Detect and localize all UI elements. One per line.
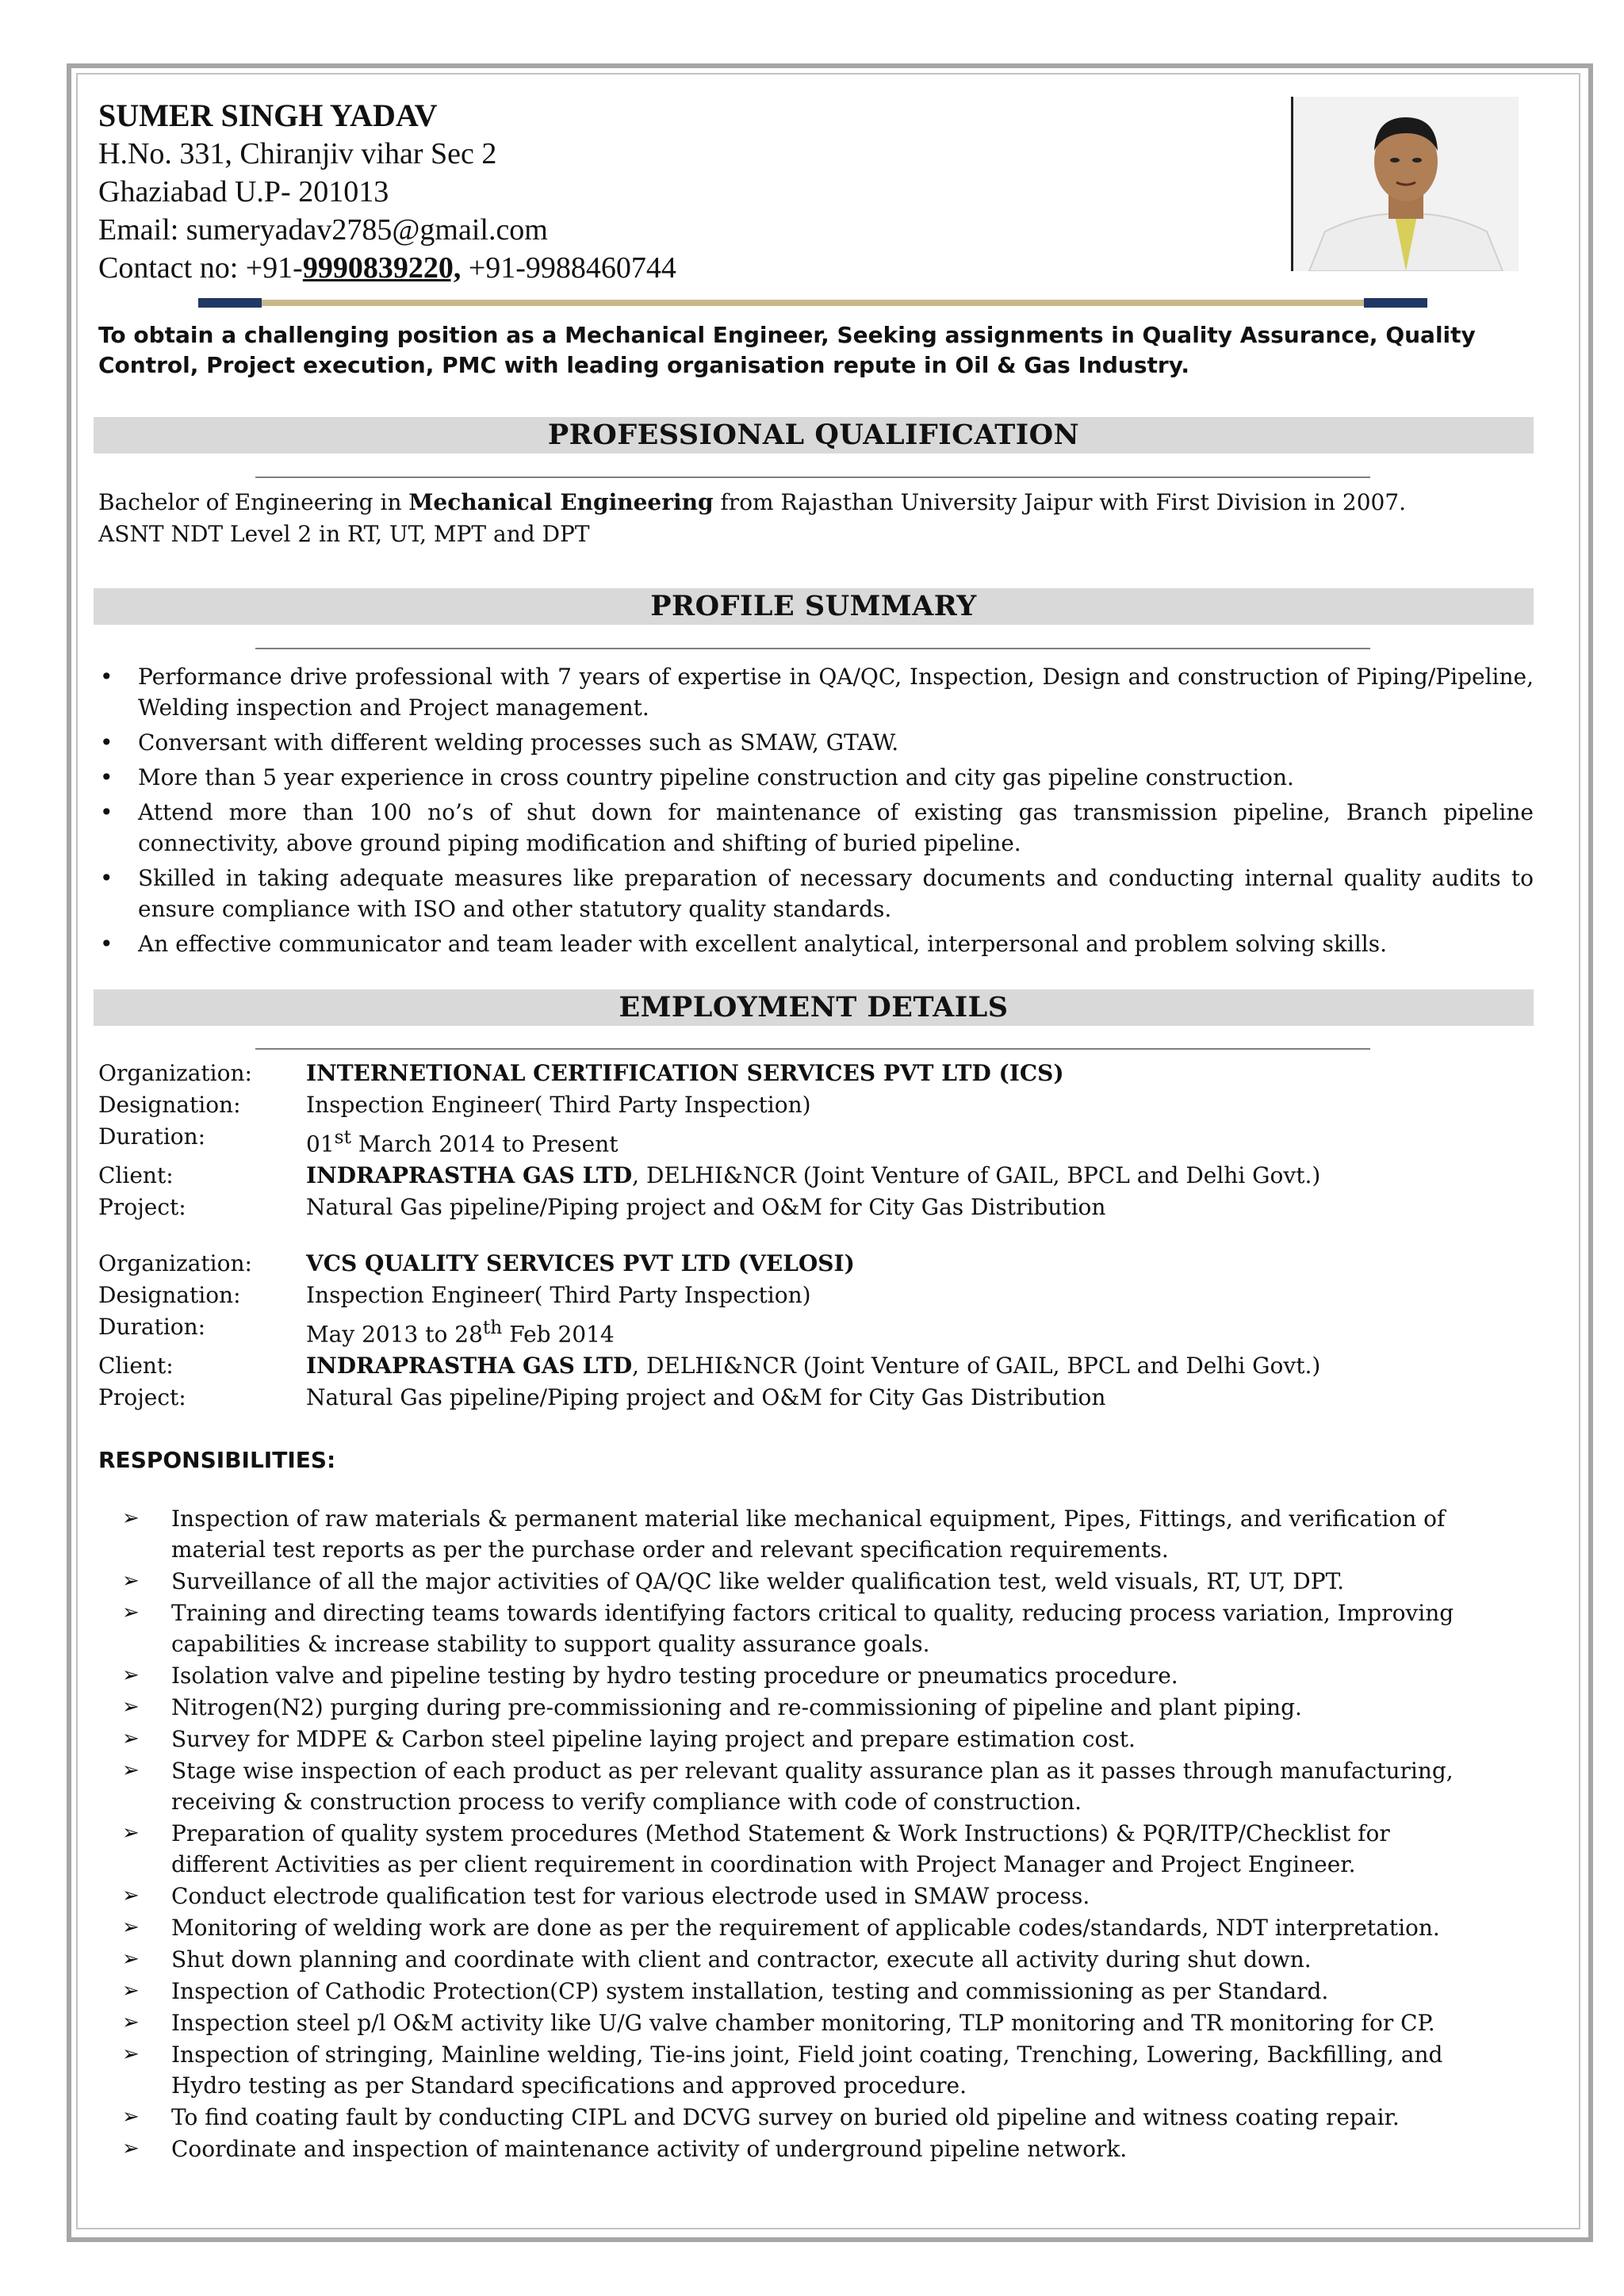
- address-line-1: H.No. 331, Chiranjiv vihar Sec 2: [98, 137, 497, 170]
- employment-project-row: [98, 1192, 1534, 1223]
- project-value: Natural Gas pipeline/Piping project and O&M for City Gas Distribution: [306, 1194, 1106, 1221]
- section-rule: [255, 648, 1370, 649]
- client-name: INDRAPRASTHA GAS LTD: [306, 1162, 633, 1189]
- section-header-profile: PROFILE SUMMARY: [94, 588, 1534, 625]
- contact-line: [98, 249, 676, 287]
- organization-name: VCS QUALITY SERVICES PVT LTD (VELOSI): [306, 1250, 855, 1276]
- qualification-degree: [98, 487, 1542, 519]
- section-rule: [255, 476, 1370, 478]
- duration-value: [306, 1311, 1534, 1350]
- career-objective: To obtain a challenging position as a Mechanical Engineer, Seeking assignments in Quality Assurance, Quality Control, Project execution, PMC with leading organisation repute in Oil & Gas Industry.: [98, 322, 1476, 378]
- contact-secondary: +91-9988460744: [461, 251, 676, 285]
- project-value: Natural Gas pipeline/Piping project and O&M for City Gas Distribution: [306, 1384, 1106, 1411]
- client-name: INDRAPRASTHA GAS LTD: [306, 1353, 633, 1380]
- employment-duration-row: [98, 1121, 1534, 1160]
- field-label: Duration:: [98, 1314, 206, 1340]
- employment-designation-row: [98, 1089, 1534, 1121]
- duration-end: Feb 2014: [502, 1321, 615, 1348]
- list-item: ➢ Surveillance of all the major activities of QA/QC like welder qualification test, weld visuals, RT, UT, DPT.: [119, 1566, 1483, 1597]
- profile-photo-illustration: [1293, 97, 1519, 271]
- duration-ordinal: st: [334, 1126, 351, 1148]
- contact-primary: 9990839220,: [302, 251, 462, 285]
- employment-client-row: [98, 1160, 1534, 1192]
- duration-start: May 2013 to 28: [306, 1321, 483, 1348]
- employment-client-row: [98, 1350, 1534, 1382]
- candidate-name: SUMER SINGH YADAV: [98, 98, 438, 133]
- section-header-qualification: PROFESSIONAL QUALIFICATION: [94, 417, 1534, 453]
- list-item: ➢ To find coating fault by conducting CIPL and DCVG survey on buried old pipeline and witness coating repair.: [119, 2102, 1483, 2133]
- field-label: Duration:: [98, 1123, 206, 1150]
- list-item: • An effective communicator and team leader with excellent analytical, interpersonal and problem solving skills.: [98, 928, 1534, 959]
- field-label: Project:: [98, 1194, 186, 1221]
- list-item: ➢ Training and directing teams towards identifying factors critical to quality, reducing process variation, Improving capabilities & increase stability to support quality assurance goals.: [119, 1598, 1483, 1659]
- duration-end: March 2014 to Present: [351, 1131, 619, 1158]
- header-divider: [198, 300, 1427, 306]
- field-label: Designation:: [98, 1092, 241, 1118]
- client-value: [306, 1350, 1534, 1382]
- employment-entry: [98, 1248, 1534, 1414]
- email-line: Email: sumeryadav2785@gmail.com: [98, 213, 548, 247]
- degree-major: Mechanical Engineering: [408, 489, 714, 515]
- degree-text: Bachelor of Engineering in: [98, 489, 409, 515]
- list-item: ➢ Inspection of Cathodic Protection(CP) system installation, testing and commissioning as per Standard.: [119, 1976, 1483, 2007]
- employment-designation-row: [98, 1280, 1534, 1311]
- list-item: ➢ Inspection of stringing, Mainline welding, Tie-ins joint, Field joint coating, Trenching, Lowering, Backfilling, and Hydro testing as per Standard specifications and approved procedure.: [119, 2039, 1483, 2101]
- field-label: Client:: [98, 1353, 174, 1380]
- profile-summary-list: [98, 661, 1534, 963]
- client-detail: , DELHI&NCR (Joint Venture of GAIL, BPCL and Delhi Govt.): [632, 1162, 1321, 1189]
- list-item: ➢ Conduct electrode qualification test for various electrode used in SMAW process.: [119, 1881, 1483, 1911]
- list-item: • Performance drive professional with 7 years of expertise in QA/QC, Inspection, Design and construction of Piping/Pipeline, Welding inspection and Project management.: [98, 661, 1534, 723]
- duration-ordinal: th: [482, 1316, 503, 1338]
- employment-org-row: [98, 1248, 1534, 1280]
- designation-value: Inspection Engineer( Third Party Inspection): [306, 1092, 811, 1118]
- contact-prefix: Contact no: +91-: [98, 251, 303, 285]
- field-label: Project:: [98, 1384, 186, 1411]
- header-divider-right-cap: [1364, 298, 1427, 308]
- employment-org-row: [98, 1058, 1534, 1089]
- address-line-2: Ghaziabad U.P- 201013: [98, 175, 389, 209]
- field-label: Designation:: [98, 1282, 241, 1308]
- list-item: • More than 5 year experience in cross country pipeline construction and city gas pipeline construction.: [98, 762, 1534, 793]
- responsibilities-heading: RESPONSIBILITIES:: [98, 1447, 336, 1473]
- list-item: • Attend more than 100 no’s of shut down for maintenance of existing gas transmission pipeline, Branch pipeline connectivity, above ground piping modification and shifting of buried pipeline.: [98, 797, 1534, 859]
- list-item: ➢ Survey for MDPE & Carbon steel pipeline laying project and prepare estimation cost.: [119, 1724, 1483, 1755]
- list-item: ➢ Inspection of raw materials & permanent material like mechanical equipment, Pipes, Fittings, and verification of material test reports as per the purchase order and relevant specification requirements.: [119, 1503, 1483, 1565]
- organization-name: INTERNETIONAL CERTIFICATION SERVICES PVT LTD (ICS): [306, 1060, 1064, 1086]
- field-label: Organization:: [98, 1250, 252, 1276]
- employment-entry: [98, 1058, 1534, 1223]
- list-item: ➢ Nitrogen(N2) purging during pre-commissioning and re-commissioning of pipeline and plant piping.: [119, 1692, 1483, 1723]
- list-item: ➢ Stage wise inspection of each product as per relevant quality assurance plan as it passes through manufacturing, receiving & construction process to verify compliance with code of construction.: [119, 1755, 1483, 1817]
- qualification-ndt: ASNT NDT Level 2 in RT, UT, MPT and DPT: [98, 521, 590, 547]
- duration-value: [306, 1121, 1534, 1160]
- field-label: Client:: [98, 1162, 174, 1189]
- list-item: • Skilled in taking adequate measures like preparation of necessary documents and conducting internal quality audits to ensure compliance with ISO and other statutory quality standards.: [98, 863, 1534, 924]
- qualification-text: [98, 487, 1542, 550]
- header-divider-left-cap: [198, 298, 262, 308]
- list-item: ➢ Coordinate and inspection of maintenance activity of underground pipeline network.: [119, 2133, 1483, 2164]
- list-item: ➢ Isolation valve and pipeline testing by hydro testing procedure or pneumatics procedure.: [119, 1660, 1483, 1691]
- responsibilities-list: [119, 1503, 1483, 2165]
- list-item: ➢ Monitoring of welding work are done as per the requirement of applicable codes/standards, NDT interpretation.: [119, 1912, 1483, 1943]
- employment-project-row: [98, 1382, 1534, 1414]
- section-rule: [255, 1048, 1370, 1050]
- duration-start: 01: [306, 1131, 335, 1158]
- list-item: ➢ Shut down planning and coordinate with client and contractor, execute all activity during shut down.: [119, 1944, 1483, 1975]
- field-label: Organization:: [98, 1060, 252, 1086]
- designation-value: Inspection Engineer( Third Party Inspection): [306, 1282, 811, 1308]
- degree-university: from Rajasthan University Jaipur with First Division in 2007.: [713, 489, 1407, 515]
- section-header-employment: EMPLOYMENT DETAILS: [94, 989, 1534, 1026]
- profile-photo: [1291, 97, 1519, 271]
- employment-duration-row: [98, 1311, 1534, 1350]
- contact-block: [98, 97, 676, 287]
- client-value: [306, 1160, 1534, 1192]
- client-detail: , DELHI&NCR (Joint Venture of GAIL, BPCL and Delhi Govt.): [632, 1353, 1321, 1380]
- list-item: ➢ Inspection steel p/l O&M activity like U/G valve chamber monitoring, TLP monitoring and TR monitoring for CP.: [119, 2007, 1483, 2038]
- list-item: • Conversant with different welding processes such as SMAW, GTAW.: [98, 727, 1534, 758]
- list-item: ➢ Preparation of quality system procedures (Method Statement & Work Instructions) & PQR/ITP/Checklist for different Activities as per client requirement in coordination with Project Manager and Project Engineer.: [119, 1818, 1483, 1880]
